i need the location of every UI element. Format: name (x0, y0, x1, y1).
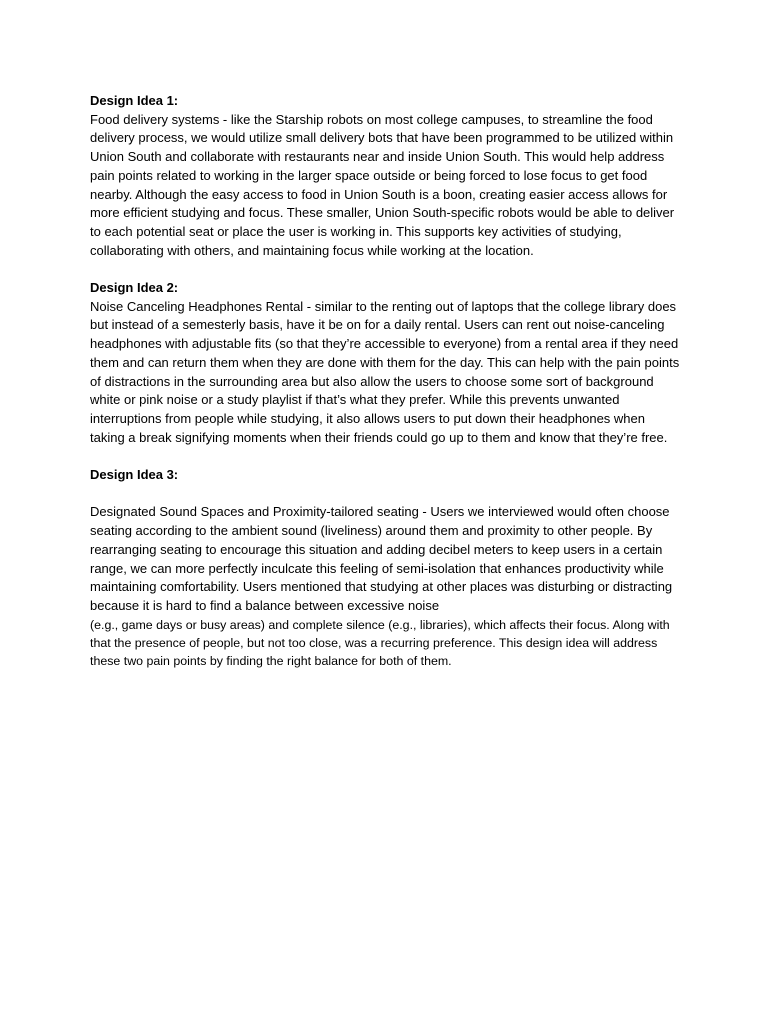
design-idea-3-text-continued: (e.g., game days or busy areas) and complete silence (e.g., libraries), which affects their focus. Along with that the presence of people, but not too close, was a recurring preference. This design idea will address these two pain points by finding the right balance for both of them. (90, 617, 670, 669)
design-idea-3-text: Designated Sound Spaces and Proximity-tailored seating - Users we interviewed would often choose seating according to the ambient sound (liveliness) around them and proximity to other people. By rearranging seating to encourage this situation and adding decibel meters to keep users in a certain range, we can more perfectly inculcate this feeling of semi-isolation that enhances productivity while maintaining comfortability. Users mentioned that studying at other places was disturbing or distracting because it is hard to find a balance between excessive noise (90, 504, 673, 613)
design-idea-1-text: Food delivery systems - like the Starship robots on most college campuses, to streamline the food delivery process, we would utilize small delivery bots that have been programmed to be utilized within Union South and collaborate with restaurants near and inside Union South. This would help address pain points related to working in the larger space outside or being forced to lose focus to get food nearby. Although the easy access to food in Union South is a boon, creating easier access allows for more efficient studying and focus. These smaller, Union South-specific robots would be able to deliver to each potential seat or place the user is working in. This supports key activities of studying, collaborating with others, and maintaining focus while working at the location. (90, 111, 675, 258)
design-idea-3-section (90, 466, 680, 670)
design-idea-1-heading: Design Idea 1: (90, 93, 179, 108)
design-idea-2-text: Noise Canceling Headphones Rental - similar to the renting out of laptops that the college library does but instead of a semesterly basis, have it be on for a daily rental. Users can rent out noise-canceling headphones with adjustable fits (so that they’re accessible to everyone) from a rental area if they need them and can return them when they are done with them for the day. This can help with the pain points of distractions in the surrounding area but also allow the users to choose some sort of background white or pink noise or a study playlist if that’s what they prefer. While this prevents unwanted interruptions from people while studying, it also allows users to put down their headphones when taking a break signifying moments when their friends could go up to them and know that they’re free. (90, 298, 680, 445)
design-idea-2-heading: Design Idea 2: (90, 280, 179, 296)
document-body (90, 92, 680, 670)
design-idea-2-section (90, 279, 680, 447)
blank-line (90, 485, 680, 504)
design-idea-1-section (90, 92, 680, 260)
design-idea-3-heading: Design Idea 3: (90, 467, 179, 483)
